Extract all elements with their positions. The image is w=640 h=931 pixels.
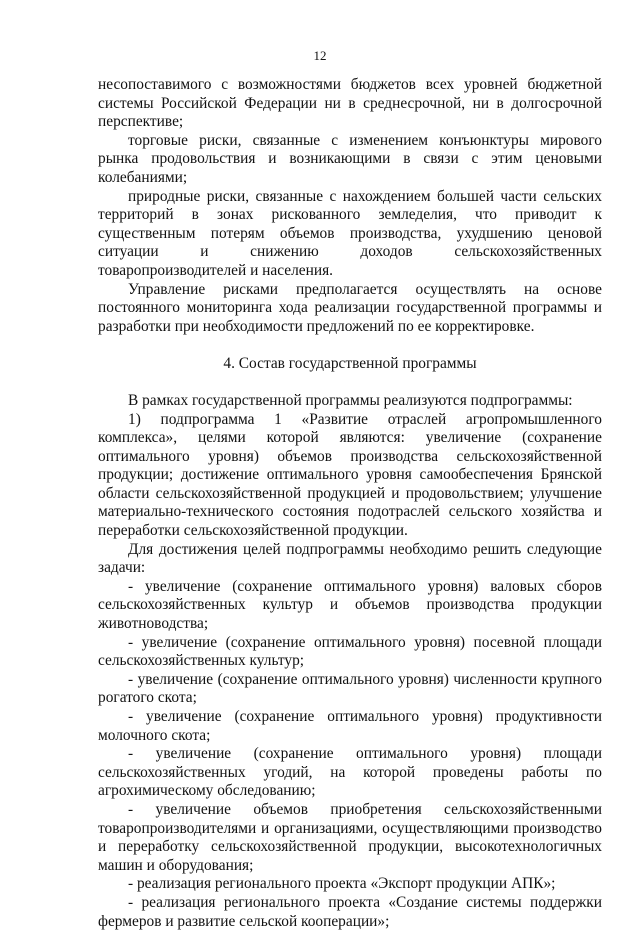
paragraph-natural-risks: природные риски, связанные с нахождением большей части сельских территорий в зонах рискованного земледелия, что приводит к существенным потерям объемов производства, ухудшению ценовой ситуации и снижению доходов сельскохозяйственных товаропроизводителей и населения.	[98, 187, 602, 279]
task-item-farmer-support-project: - реализация регионального проекта «Создание системы поддержки фермеров и развитие сельской кооперации»;	[98, 893, 602, 930]
paragraph-subprograms-intro: В рамках государственной программы реализуются подпрограммы:	[128, 391, 573, 409]
paragraph-subprogram-1: 1) подпрограмма 1 «Развитие отраслей агропромышленного комплекса», целями которой являются: увеличение (сохранение оптимального уровня) объемов производства сельскохозяйственной продукции; достижение оптимального уровня самообеспечения Брянской области сельскохозяйственной продукцией и продовольствием; улучшение материально-технического состояния подотраслей сельского хозяйства и переработки сельскохозяйственной продукции.	[98, 410, 602, 540]
task-item-cattle: - увеличение (сохранение оптимального уровня) численности крупного рогатого скота;	[98, 670, 602, 707]
task-item-export-project: - реализация регионального проекта «Экспорт продукции АПК»;	[128, 875, 556, 893]
paragraph-risk-management: Управление рисками предполагается осуществлять на основе постоянного мониторинга хода реализации государственной программы и разработки при необходимости предложений по ее корректировке.	[98, 280, 602, 335]
task-item-dairy-productivity: - увеличение (сохранение оптимального уровня) продуктивности молочного скота;	[98, 708, 602, 744]
paragraph-trade-risks: торговые риски, связанные с изменением конъюнктуры мирового рынка продовольствия и возникающими в связи с этим ценовыми колебаниями;	[98, 131, 602, 186]
task-item-sown-area: - увеличение (сохранение оптимального уровня) посевной площади сельскохозяйственных культур;	[98, 633, 602, 670]
paragraph-risk-continuation: несопоставимого с возможностями бюджетов всех уровней бюджетной системы Российской Федерации ни в среднесрочной, ни в долгосрочной перспективе;	[98, 76, 602, 131]
paragraph-tasks-intro: Для достижения целей подпрограммы необходимо решить следующие задачи:	[98, 540, 602, 577]
document-body	[98, 76, 602, 931]
task-item-agrochemical-survey: - увеличение (сохранение оптимального уровня) площади сельскохозяйственных угодий, на которой проведены работы по агрохимическому обследованию;	[98, 745, 602, 800]
task-item-harvest: - увеличение (сохранение оптимального уровня) валовых сборов сельскохозяйственных культур и объемов производства продукции животноводства;	[98, 577, 602, 633]
section-heading: 4. Состав государственной программы	[223, 355, 477, 373]
task-item-machinery: - увеличение объемов приобретения сельскохозяйственными товаропроизводителями и организациями, осуществляющими производство и переработку сельскохозяйственной продукции, высокотехнологичных машин и оборудования;	[98, 800, 602, 874]
page-number: 12	[313, 48, 327, 63]
